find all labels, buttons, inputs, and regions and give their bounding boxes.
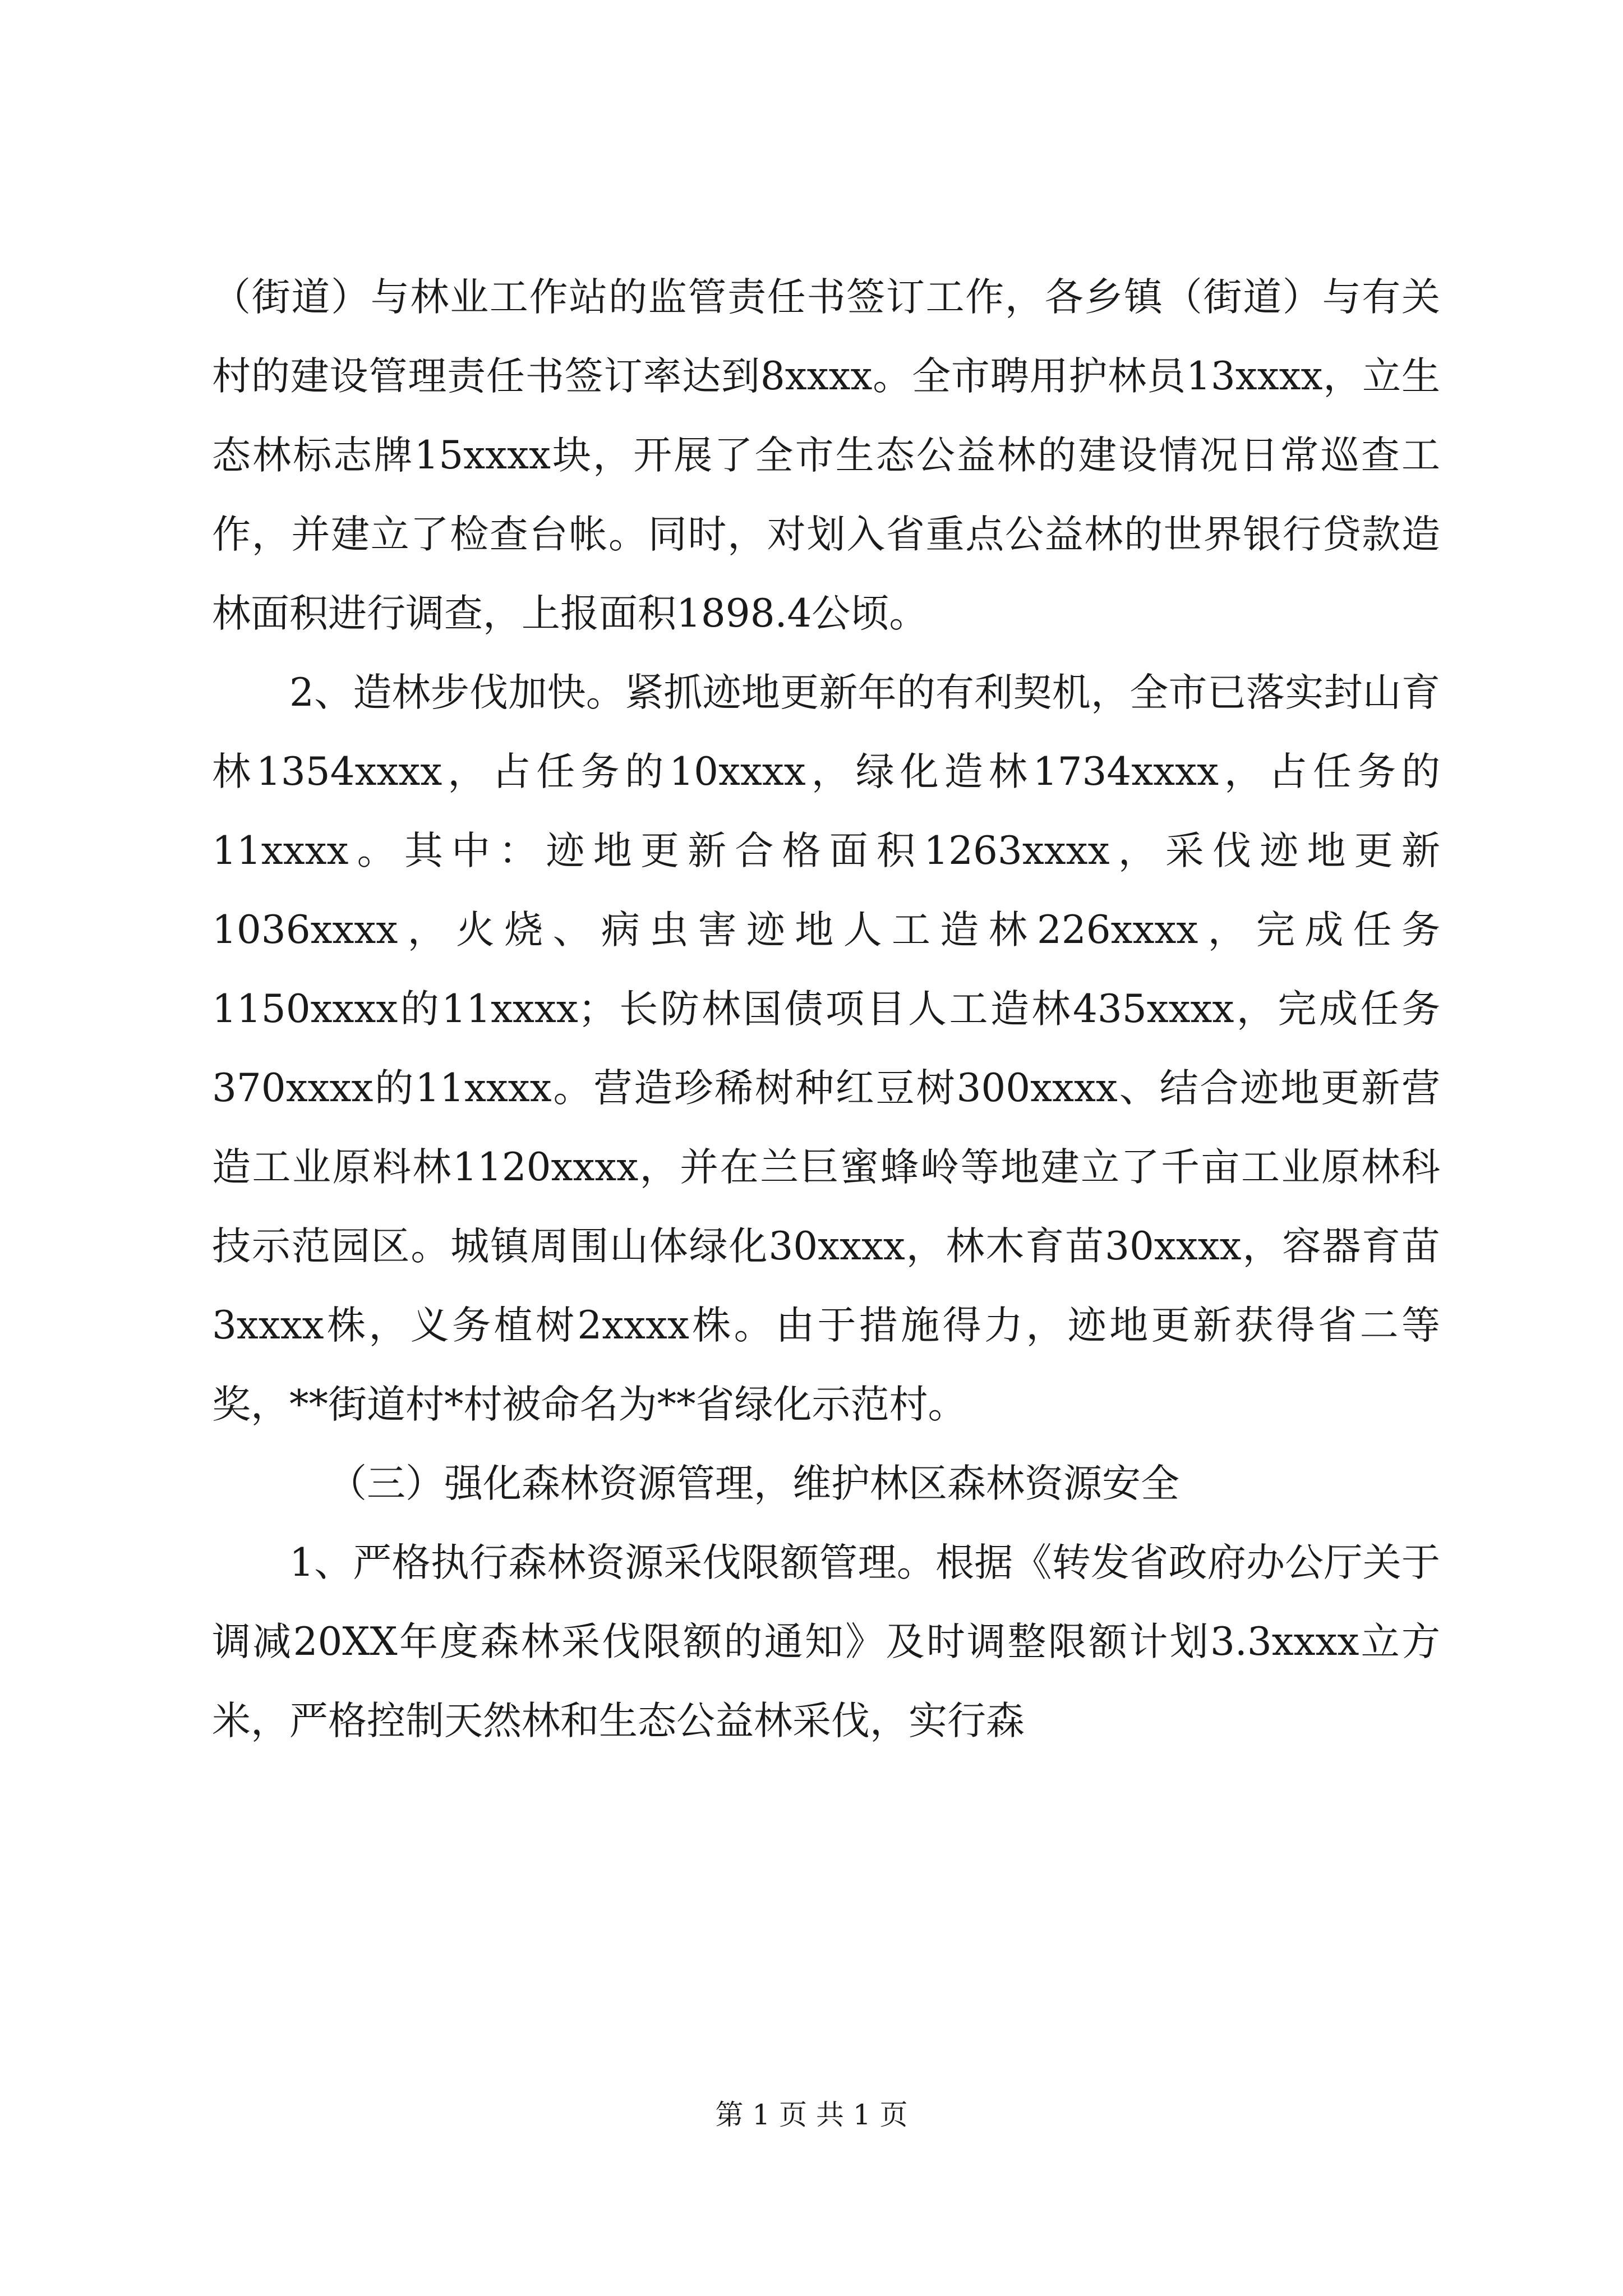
paragraph-continued: （街道）与林业工作站的监管责任书签订工作，各乡镇（街道）与有关村的建设管理责任书签订率达到8xxxx。全市聘用护林员13xxxx，立生态林标志牌15xxxx块，开展了全市生态公益林的建设情况日常巡查工作，并建立了检查台帐。同时，对划入省重点公益林的世界银行贷款造林面积进行调查，上报面积1898.4公顷。 — [212, 275, 1440, 636]
page-footer: 第 1 页 共 1 页 — [715, 2099, 908, 2131]
paragraph-afforestation: 2、造林步伐加快。紧抓迹地更新年的有利契机，全市已落实封山育林1354xxxx，占任务的10xxxx，绿化造林1734xxxx，占任务的11xxxx。其中：迹地更新合格面积1263xxxx，采伐迹地更新1036xxxx，火烧、病虫害迹地人工造林226xxxx，完成任务1150xxxx的11xxxx；长防林国债项目人工造林435xxxx，完成任务370xxxx的11xxxx。营造珍稀树种红豆树300xxxx、结合迹地更新营造工业原料林1120xxxx，并在兰巨蜜蜂岭等地建立了千亩工业原林科技示范园区。城镇周围山体绿化30xxxx，林木育苗30xxxx，容器育苗3xxxx株，义务植树2xxxx株。由于措施得力，迹地更新获得省二等奖，**街道村*村被命名为**省绿化示范村。 — [212, 670, 1440, 1427]
section-heading: （三）强化森林资源管理，维护林区森林资源安全 — [328, 1461, 1179, 1506]
paragraph-harvest-quota: 1、严格执行森林资源采伐限额管理。根据《转发省政府办公厅关于调减20XX年度森林采伐限额的通知》及时调整限额计划3.3xxxx立方米，严格控制天然林和生态公益林采伐，实行森 — [212, 1540, 1440, 1743]
document-body — [212, 258, 1440, 1761]
